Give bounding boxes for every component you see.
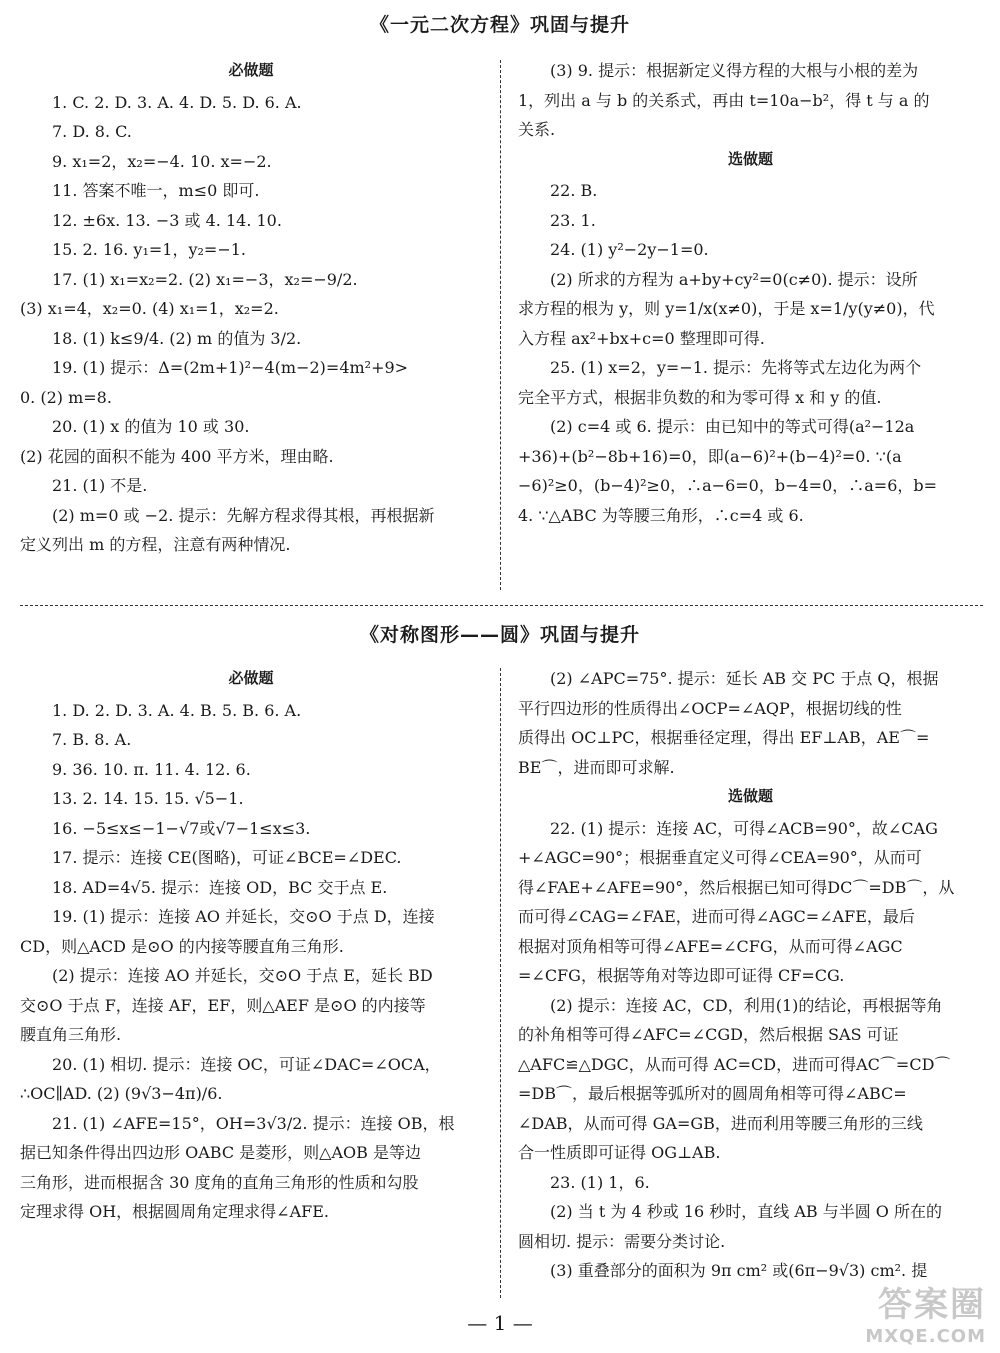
text-line: 4. ∵△ABC 为等腰三角形，∴c=4 或 6. (518, 505, 804, 525)
text-line: 平行四边形的性质得出∠OCP=∠AQP，根据切线的性 (518, 698, 902, 718)
text-line: CD，则△ACD 是⊙O 的内接等腰直角三角形. (20, 936, 344, 956)
text-line: 23. 1. (550, 210, 596, 230)
text-line: 24. (1) y²−2y−1=0. (550, 240, 709, 259)
section1-right-column (518, 56, 983, 530)
text-line: 25. (1) x=2，y=−1. 提示：先将等式左边化为两个 (550, 358, 922, 377)
text-line: 求方程的根为 y，则 y=1/x(x≠0)，于是 x=1/y(y≠0)，代 (518, 299, 935, 318)
section2-left-column (20, 664, 482, 1227)
text-line: =∠CFG，根据等角对等边即可证得 CF=CG. (518, 966, 845, 985)
text-line: 的补角相等可得∠AFC=∠CGD，然后根据 SAS 可证 (518, 1025, 899, 1044)
section1-required-heading: 必做题 (228, 61, 274, 79)
text-line: 定理求得 OH，根据圆周角定理求得∠AFE. (20, 1202, 329, 1221)
text-line: 三角形，进而根据含 30 度角的直角三角形的性质和勾股 (20, 1172, 419, 1192)
text-line: 21. (1) 不是. (52, 476, 148, 495)
section1-title: 《一元二次方程》巩固与提升 (369, 14, 630, 36)
section2-right-lines (518, 814, 983, 1286)
text-line: −6)²≥0，(b−4)²≥0，∴a−6=0，b−4=0，∴a=6，b= (518, 476, 938, 495)
text-line: 据已知条件得出四边形 OABC 是菱形，则△AOB 是等边 (20, 1143, 421, 1162)
text-line: 20. (1) x 的值为 10 或 30. (52, 417, 250, 436)
text-line: 7. B. 8. A. (52, 730, 132, 749)
section1-left-lines (20, 88, 482, 560)
text-line: 7. D. 8. C. (52, 122, 132, 141)
text-line: 9. x₁=2，x₂=−4. 10. x=−2. (52, 151, 272, 171)
section1-right-lines (518, 176, 983, 530)
section1-right-top-lines (518, 56, 983, 145)
text-line: 根据对顶角相等可得∠AFE=∠CFG，从而可得∠AGC (518, 936, 903, 956)
section1-column-divider (500, 60, 501, 590)
text-line: 23. (1) 1，6. (550, 1172, 650, 1192)
text-line: 0. (2) m=8. (20, 387, 112, 407)
text-line: ∠DAB，从而可得 GA=GB，进而利用等腰三角形的三线 (518, 1113, 923, 1133)
watermark-logo (865, 1277, 986, 1347)
text-line: 22. (1) 提示：连接 AC，可得∠ACB=90°，故∠CAG (550, 818, 938, 838)
text-line: 9. 36. 10. π. 11. 4. 12. 6. (52, 759, 251, 779)
text-line: 而可得∠CAG=∠FAE，进而可得∠AGC=∠AFE，最后 (518, 907, 915, 926)
watermark-line2: MXQE.COM (865, 1326, 986, 1347)
section1-optional-heading: 选做题 (727, 149, 773, 168)
text-line: 17. 提示：连接 CE(图略)，可证∠BCE=∠DEC. (52, 848, 402, 867)
text-line: 得∠FAE+∠AFE=90°，然后根据已知可得DC⌒=DB⌒，从 (518, 877, 955, 897)
text-line: 腰直角三角形. (20, 1025, 122, 1044)
section1-left-column (20, 56, 482, 560)
text-line: BE⌒，进而即可求解. (518, 757, 675, 777)
text-line: 完全平方式，根据非负数的和为零可得 x 和 y 的值. (518, 387, 882, 407)
text-line: (2) 花园的面积不能为 400 平方米，理由略. (20, 446, 334, 466)
text-line: (2) ∠APC=75°. 提示：延长 AB 交 PC 于点 Q，根据 (550, 669, 939, 688)
text-line: 15. 2. 16. y₁=1，y₂=−1. (52, 240, 246, 259)
section2-optional-heading: 选做题 (727, 787, 773, 805)
text-line: +36)+(b²−8b+16)=0，即(a−6)²+(b−4)²=0. ∵(a (518, 446, 902, 466)
text-line: (2) 提示：连接 AO 并延长，交⊙O 于点 E，延长 BD (52, 966, 433, 985)
text-line: 13. 2. 14. 15. 15. √5−1. (52, 789, 244, 808)
text-line: (3) 9. 提示：根据新定义得方程的大根与小根的差为 (550, 61, 919, 80)
text-line: 19. (1) 提示：连接 AO 并延长，交⊙O 于点 D，连接 (52, 907, 435, 926)
text-line: 交⊙O 于点 F，连接 AF，EF，则△AEF 是⊙O 的内接等 (20, 995, 426, 1015)
text-line: (3) 重叠部分的面积为 9π cm² 或(6π−9√3) cm². 提 (550, 1261, 928, 1280)
section2-right-top-lines (518, 664, 983, 782)
text-line: (2) 所求的方程为 a+by+cy²=0(c≠0). 提示：设所 (550, 269, 918, 289)
text-line: 11. 答案不唯一，m≤0 即可. (52, 181, 260, 200)
text-line: ∴OC∥AD. (2) (9√3−4π)/6. (20, 1084, 223, 1103)
text-line: 19. (1) 提示：Δ=(2m+1)²−4(m−2)=4m²+9> (52, 358, 409, 377)
text-line: =DB⌒，最后根据等弧所对的圆周角相等可得∠ABC= (518, 1084, 907, 1103)
text-line: △AFC≌△DGC，从而可得 AC=CD，进而可得AC⌒=CD⌒ (518, 1054, 951, 1074)
text-line: 1. C. 2. D. 3. A. 4. D. 5. D. 6. A. (52, 92, 302, 112)
text-line: 21. (1) ∠AFE=15°，OH=3√3/2. 提示：连接 OB，根 (52, 1113, 455, 1133)
text-line: 12. ±6x. 13. −3 或 4. 14. 10. (52, 210, 282, 230)
watermark-line1: 答案圈 (878, 1285, 986, 1325)
text-line: 18. AD=4√5. 提示：连接 OD，BC 交于点 E. (52, 877, 388, 897)
text-line: 16. −5≤x≤−1−√7或√7−1≤x≤3. (52, 818, 311, 838)
text-line: 质得出 OC⊥PC，根据垂径定理，得出 EF⊥AB，AE⌒= (518, 728, 930, 747)
section2-right-column (518, 664, 983, 1286)
page-number: — 1 — (467, 1311, 533, 1335)
text-line: 18. (1) k≤9/4. (2) m 的值为 3/2. (52, 328, 302, 348)
section2-column-divider (500, 668, 501, 1298)
text-line: (2) 当 t 为 4 秒或 16 秒时，直线 AB 与半圆 O 所在的 (550, 1202, 943, 1221)
text-line: (2) m=0 或 −2. 提示：先解方程求得其根，再根据新 (52, 505, 435, 525)
text-line: 22. B. (550, 181, 598, 200)
text-line: (2) 提示：连接 AC，CD，利用(1)的结论，再根据等角 (550, 995, 943, 1015)
text-line: 20. (1) 相切. 提示：连接 OC，可证∠DAC=∠OCA， (52, 1054, 441, 1074)
text-line: +∠AGC=90°；根据垂直定义可得∠CEA=90°，从而可 (518, 848, 922, 867)
text-line: (3) x₁=4，x₂=0. (4) x₁=1，x₂=2. (20, 299, 279, 318)
text-line: (2) c=4 或 6. 提示：由已知中的等式可得(a²−12a (550, 417, 915, 436)
section2-left-lines (20, 696, 482, 1227)
section2-title: 《对称图形——圆》巩固与提升 (359, 624, 640, 646)
text-line: 合一性质即可证得 OG⊥AB. (518, 1143, 721, 1162)
section-divider (20, 605, 983, 606)
text-line: 17. (1) x₁=x₂=2. (2) x₁=−3，x₂=−9/2. (52, 269, 358, 289)
section2-required-heading: 必做题 (228, 669, 274, 687)
text-line: 1，列出 a 与 b 的关系式，再由 t=10a−b²，得 t 与 a 的 (518, 90, 930, 110)
text-line: 圆相切. 提示：需要分类讨论. (518, 1231, 726, 1251)
text-line: 入方程 ax²+bx+c=0 整理即可得. (518, 328, 765, 348)
text-line: 关系. (518, 120, 556, 139)
text-line: 定义列出 m 的方程，注意有两种情况. (20, 535, 291, 554)
text-line: 1. D. 2. D. 3. A. 4. B. 5. B. 6. A. (52, 700, 302, 720)
